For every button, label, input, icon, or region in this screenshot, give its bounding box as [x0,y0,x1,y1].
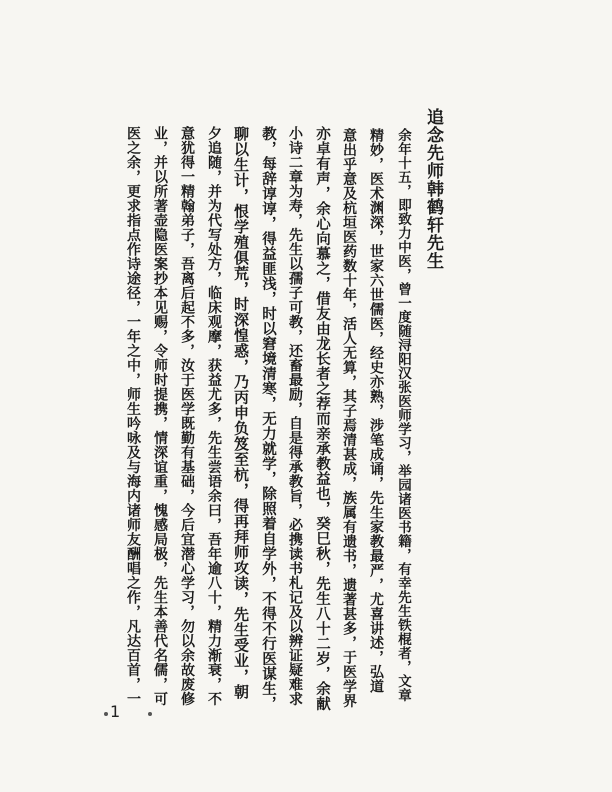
text-column-3: 意出乎意及杭垣医药数十年，活人无算，其子焉清甚成，族属有遗书，遗著甚多，于医学界 [341,128,357,708]
text-column-2: 精妙，医术渊深，世家六世儒医，经史亦熟，涉笔成诵，先生家教最严，尤喜讲述，弘道 [368,128,384,694]
text-column-1: 余年十五，即致力中医，曾一度随浔阳汉张医师学习，举园诸医书籍，有幸先生铁棍者，文章 [395,128,411,702]
text-column-5: 小诗二章为寿，先生以孺子可教，还畜最励，自是得承教旨，必携读书札记及以辨证疑难求 [287,126,303,706]
text-column-9: 意犹得一精翰弟子，吾离后起不多，汝于医学既勤有基础，今后宜潜心学习，勿以余故废修 [179,126,195,706]
text-column-11: 医之余，更求指点作诗途径，一年之中，师生吟咏及与海内诸师友酬唱之作，凡达百首，一 [125,126,141,706]
text-column-8: 夕追随，并为代写处方，临床观摩，获益尤多，先生尝语余曰，吾年逾八十，精力渐衰，不 [206,126,222,706]
text-column-7: 聊以生计，恨学殖俱荒，时深惶惑，乃丙申负笈至杭，得再拜师攻读，先生受业，朝 [232,126,250,700]
page-number: 1 [110,702,123,721]
text-column-10: 业，并以所著壶隐医案抄本见赐，令师时提携，情深谊重，愧感局极，先生本善代名儒，可 [152,126,168,706]
print-speck [148,712,152,716]
text-column-6: 教，每辞谆谆，得益匪浅，时以窘境清寒，无力就学，除照着自学外，不得不行医谋生， [260,126,277,711]
print-speck [104,712,108,716]
text-column-4: 亦卓有声，余心向慕之，借友由龙长者之荐而亲承教益也，癸巳秋，先生八十二岁，余献 [314,126,331,711]
document-title: 追念先师韩鹤轩先生 [423,108,443,270]
